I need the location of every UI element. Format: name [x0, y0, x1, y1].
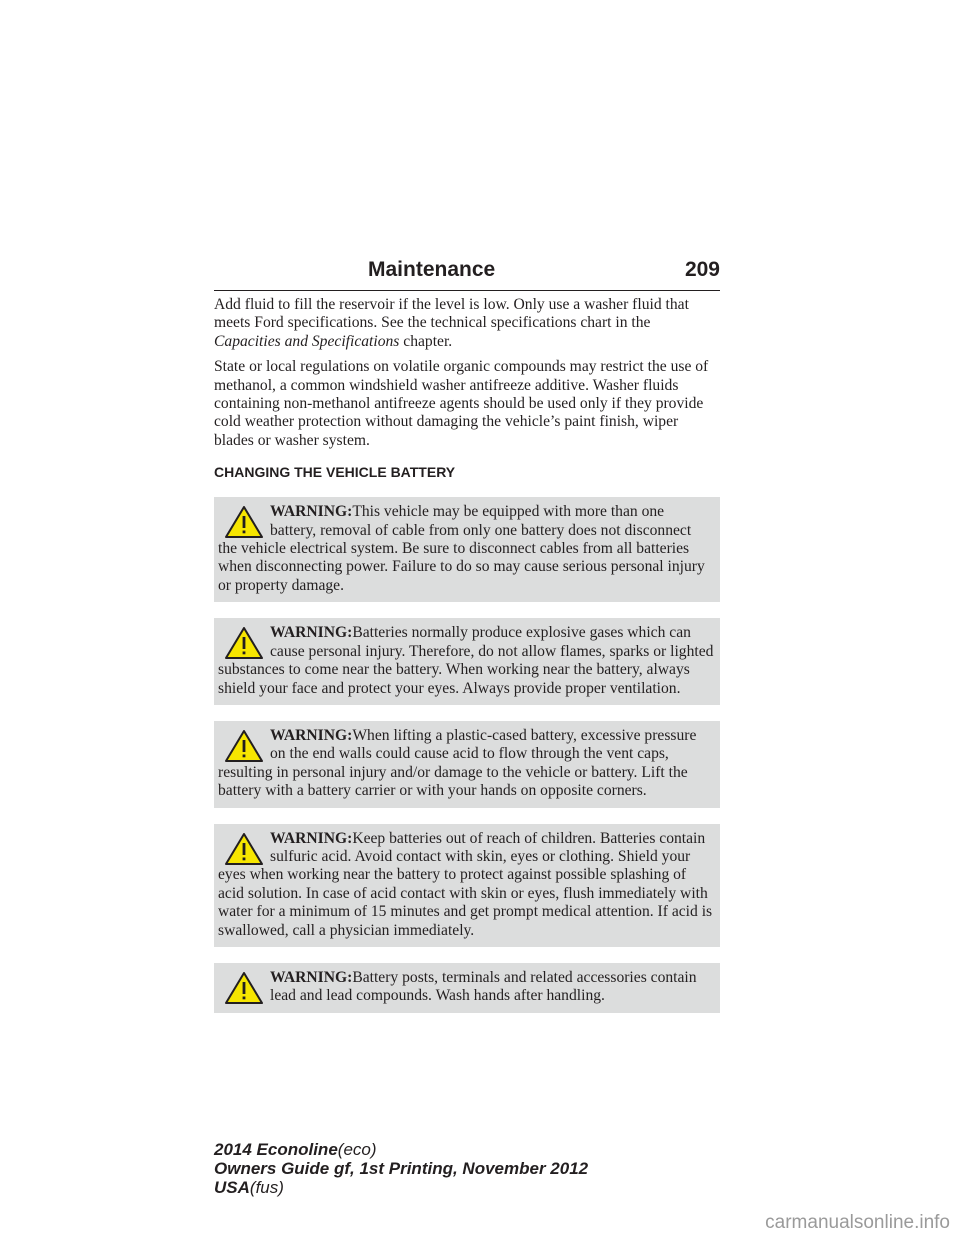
- warning-text: Batteries normally produce explosive gases which can cause personal injury. Therefore, do not allow flames, sparks or lighted substances to come near the battery. When working near the battery, always shield your face and protect your eyes. Always provide proper ventilation.: [218, 624, 714, 697]
- intro-paragraph-1-tail: chapter.: [399, 332, 453, 350]
- warning-box-1: [214, 497, 720, 602]
- intro-paragraph-2: State or local regulations on volatile organic compounds may restrict the use of methanol, a common windshield washer antifreeze additive. Washer fluids containing non-methanol antifreeze agents should be used only if they provide cold weather protection without damaging the vehicle’s paint finish, wiper blades or washer system.: [214, 358, 709, 449]
- site-watermark: carmanualsonline.info: [765, 1212, 950, 1233]
- warning-label: WARNING:: [270, 503, 353, 521]
- footer-line-2: Owners Guide gf, 1st Printing, November 2012: [214, 1159, 589, 1178]
- warning-triangle-icon: [224, 626, 264, 660]
- warning-label: WARNING:: [270, 829, 353, 847]
- page-footer: [214, 1140, 588, 1197]
- chapter-title: Maintenance: [368, 258, 496, 281]
- intro-paragraph-1-text: Add fluid to fill the reservoir if the level is low. Only use a washer fluid that meets Ford specifications. See the technical specifications chart in the: [214, 296, 689, 332]
- section-heading: CHANGING THE VEHICLE BATTERY: [214, 464, 456, 481]
- warning-text: When lifting a plastic-cased battery, excessive pressure on the end walls could cause acid to flow through the vent caps, resulting in personal injury and/or damage to the vehicle or battery. Lift the battery with a battery carrier or with your hands on opposite corners.: [218, 726, 697, 800]
- page-content: [214, 296, 720, 1029]
- page-header: [214, 256, 720, 291]
- footer-line-1: [214, 1140, 588, 1159]
- chapter-reference: Capacities and Specifications: [214, 332, 400, 350]
- intro-paragraph-1: [214, 296, 720, 351]
- warning-text: This vehicle may be equipped with more than one battery, removal of cable from only one battery does not disconnect the vehicle electrical system. Be sure to disconnect cables from all batteries when disconnecting power. Failure to do so may cause serious personal injury or property damage.: [218, 503, 705, 594]
- warning-label: WARNING:: [270, 968, 353, 986]
- warning-box-3: [214, 721, 720, 808]
- warning-label: WARNING:: [270, 726, 353, 744]
- warning-label: WARNING:: [270, 624, 353, 642]
- footer-model-code: (eco): [337, 1140, 377, 1159]
- footer-line-3: [214, 1178, 588, 1197]
- warning-box-4: [214, 824, 720, 947]
- warning-text: Battery posts, terminals and related accessories contain lead and lead compounds. Wash hands after handling.: [270, 968, 697, 1005]
- warning-triangle-icon: [224, 505, 264, 539]
- warning-triangle-icon: [224, 729, 264, 763]
- footer-market: USA: [214, 1178, 250, 1197]
- warning-triangle-icon: [224, 971, 264, 1005]
- warning-text: Keep batteries out of reach of children. Batteries contain sulfuric acid. Avoid contact with skin, eyes or clothing. Shield your eyes when working near the battery to protect against possible splashing of acid solution. In case of acid contact with skin or eyes, flush immediately with water for a minimum of 15 minutes and get prompt medical attention. If acid is swallowed, call a physician immediately.: [218, 829, 713, 939]
- warning-box-5: [214, 963, 720, 1013]
- page-number: 209: [684, 258, 720, 281]
- warning-box-2: [214, 618, 720, 705]
- footer-model: 2014 Econoline: [214, 1140, 338, 1159]
- footer-market-code: (fus): [249, 1178, 284, 1197]
- warning-triangle-icon: [224, 832, 264, 866]
